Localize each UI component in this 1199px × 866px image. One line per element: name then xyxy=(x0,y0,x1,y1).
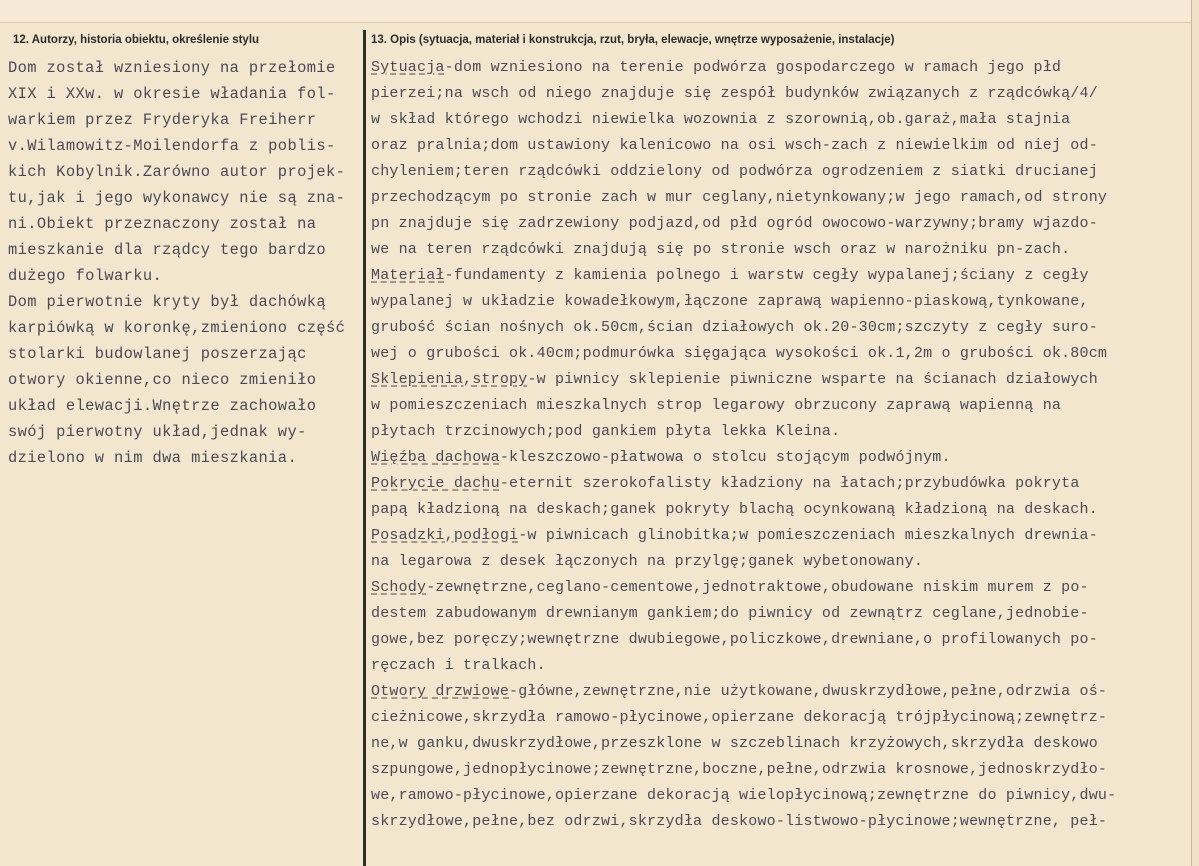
section-heading: Otwory drzwiowe xyxy=(371,683,510,700)
section-heading: Pokrycie dachu xyxy=(371,475,500,492)
description-text: -fundamenty z kamienia polnego i warstw cegły wypalanej;ściany z cegły xyxy=(444,267,1089,284)
description-text: wypalanej w układzie kowadełkowym,łączone zaprawą wapienno-piaskową,tynkowane, xyxy=(371,293,1089,310)
history-text-line: ni.Obiekt przeznaczony został na xyxy=(8,215,317,233)
history-text-line: Dom został wzniesiony na przełomie xyxy=(8,59,336,77)
description-text: oraz pralnia;dom ustawiony kalenicowo na osi wsch-zach z niewielkim od niej od- xyxy=(371,137,1098,154)
description-text: -dom wzniesiono na terenie podwórza gospodarczego w ramach jego płd xyxy=(444,59,1062,76)
description-text: -kleszczowo-płatwowa o stolcu stojącym podwójnym. xyxy=(499,449,951,466)
description-text: we na teren rządcówki znajdują się po stronie wsch oraz w narożniku pn-zach. xyxy=(371,241,1071,258)
description-text: -eternit szerokofalisty kładziony na łatach;przybudówka pokryta xyxy=(499,475,1080,492)
description-text: pn znajduje się zadrzewiony podjazd,od płd ogród owocowo-warzywny;bramy wjazdo- xyxy=(371,215,1098,232)
description-text-line xyxy=(371,341,1191,367)
history-text-line: mieszkanie dla rządcy tego bardzo xyxy=(8,241,326,259)
description-text-line xyxy=(371,107,1191,133)
history-text-line: tu,jak i jego wykonawcy nie są zna- xyxy=(8,189,346,207)
description-text: -główne,zewnętrzne,nie użytkowane,dwuskrzydłowe,pełne,odrzwia oś- xyxy=(509,683,1108,700)
description-text: wej o grubości ok.40cm;podmurówka sięgająca wysokości ok.1,2m o grubości ok.80cm xyxy=(371,345,1108,362)
description-text-line xyxy=(371,367,1191,393)
section-heading: Materiał xyxy=(371,267,445,284)
description-text-line xyxy=(371,809,1191,835)
description-text: skrzydłowe,pełne,bez odrzwi,skrzydła deskowo-listwowo-płycinowe;wewnętrzne, peł- xyxy=(371,813,1108,830)
description-text-line xyxy=(371,393,1191,419)
history-text-line: karpiówką w koronkę,zmieniono część xyxy=(8,319,346,337)
description-text-line xyxy=(371,757,1191,783)
history-text-line: warkiem przez Fryderyka Freiherr xyxy=(8,111,317,129)
page-right-edge xyxy=(1191,0,1199,866)
description-text: grubość ścian nośnych ok.50cm,ścian działowych ok.20-30cm;szczyty z cegły suro- xyxy=(371,319,1098,336)
description-text-line xyxy=(371,601,1191,627)
history-text-line: v.Wilamowitz-Moilendorfa z poblis- xyxy=(8,137,336,155)
section-heading: Posadzki,podłogi xyxy=(371,527,519,544)
description-text-line xyxy=(371,523,1191,549)
description-column xyxy=(371,55,1191,835)
section-heading: Sytuacja xyxy=(371,59,445,76)
description-text-line xyxy=(371,445,1191,471)
description-text: ręczach i tralkach. xyxy=(371,657,546,674)
history-text-line: Dom pierwotnie kryty był dachówką xyxy=(8,293,326,311)
history-column xyxy=(8,55,360,471)
description-text-line xyxy=(371,55,1191,81)
description-text: -w piwnicach glinobitka;w pomieszczeniach mieszkalnych drewnia- xyxy=(518,527,1098,544)
description-text-line xyxy=(371,627,1191,653)
history-text-line: stolarki budowlanej poszerzając xyxy=(8,345,307,363)
description-text-line xyxy=(371,185,1191,211)
description-text: papą kładzioną na deskach;ganek pokryty blachą ocynkowaną kładzioną na deskach. xyxy=(371,501,1098,518)
section-heading: Więźba dachowa xyxy=(371,449,500,466)
description-text-line xyxy=(371,289,1191,315)
description-text-line xyxy=(371,549,1191,575)
page-top-edge xyxy=(0,0,1199,23)
description-text-line xyxy=(371,497,1191,523)
description-text-line xyxy=(371,653,1191,679)
section-12-header: 12. Autorzy, historia obiektu, określenie stylu xyxy=(13,34,260,46)
description-text-line xyxy=(371,211,1191,237)
description-text: -w piwnicy sklepienie piwniczne wsparte na ścianach działowych xyxy=(527,371,1098,388)
description-text: przechodzącym po stronie zach w mur ceglany,nietynkowany;w jego ramach,od strony xyxy=(371,189,1108,206)
history-text-line: dużego folwarku. xyxy=(8,267,163,285)
history-text-line: otwory okienne,co nieco zmieniło xyxy=(8,371,317,389)
description-text-line xyxy=(371,679,1191,705)
description-text: we,ramowo-płycinowe,opierzane dekoracją wielopłycinową;zewnętrzne do piwnicy,dwu- xyxy=(371,787,1117,804)
description-text: na legarowa z desek łączonych na przylgę;ganek wybetonowany. xyxy=(371,553,924,570)
description-text: -zewnętrzne,ceglano-cementowe,jednotraktowe,obudowane niskim murem z po- xyxy=(426,579,1089,596)
description-text: pierzei;na wsch od niego znajduje się zespół budynków związanych z rządcówką/4/ xyxy=(371,85,1098,102)
description-text-line xyxy=(371,471,1191,497)
description-text: chyleniem;teren rządcówki oddzielony od podwórza ogrodzeniem z siatki drucianej xyxy=(371,163,1098,180)
description-text: destem zabudowanym drewnianym gankiem;do piwnicy od zewnątrz ceglane,jednobie- xyxy=(371,605,1089,622)
description-text: szpungowe,jednopłycinowe;zewnętrzne,boczne,pełne,odrzwia krosnowe,jednoskrzydło- xyxy=(371,761,1108,778)
description-text-line xyxy=(371,263,1191,289)
description-text: płytach trzcinowych;pod gankiem płyta lekka Kleina. xyxy=(371,423,841,440)
description-text-line xyxy=(371,133,1191,159)
description-text-line xyxy=(371,731,1191,757)
description-text: cieżnicowe,skrzydła ramowo-płycinowe,opierzane dekoracją trójpłycinową;zewnętrz- xyxy=(371,709,1108,726)
column-divider xyxy=(363,30,366,866)
section-13-header: 13. Opis (sytuacja, materiał i konstrukcja, rzut, bryła, elewacje, wnętrze wyposażenie, instalacje) xyxy=(371,34,895,46)
history-text-line: XIX i XXw. w okresie władania fol- xyxy=(8,85,336,103)
section-heading: Schody xyxy=(371,579,427,596)
history-text-line: dzielono w nim dwa mieszkania. xyxy=(8,449,298,467)
description-text-line xyxy=(371,419,1191,445)
description-text-line xyxy=(371,315,1191,341)
description-text: w pomieszczeniach mieszkalnych strop legarowy obrzucony zaprawą wapienną na xyxy=(371,397,1062,414)
section-heading: Sklepienia,stropy xyxy=(371,371,528,388)
description-text-line xyxy=(371,237,1191,263)
history-text-line: kich Kobylnik.Zarówno autor projek- xyxy=(8,163,346,181)
description-text-line xyxy=(371,705,1191,731)
description-text: ne,w ganku,dwuskrzydłowe,przeszklone w szczeblinach krzyżowych,skrzydła deskowo xyxy=(371,735,1098,752)
description-text-line xyxy=(371,159,1191,185)
description-text-line xyxy=(371,783,1191,809)
description-text: w skład którego wchodzi niewielka wozownia z szorownią,ob.garaż,mała stajnia xyxy=(371,111,1071,128)
history-text-line: układ elewacji.Wnętrze zachowało xyxy=(8,397,317,415)
description-text-line xyxy=(371,81,1191,107)
history-text-line: swój pierwotny układ,jednak wy- xyxy=(8,423,307,441)
description-text-line xyxy=(371,575,1191,601)
description-text: gowe,bez poręczy;wewnętrzne dwubiegowe,policzkowe,drewniane,o profilowanych po- xyxy=(371,631,1098,648)
